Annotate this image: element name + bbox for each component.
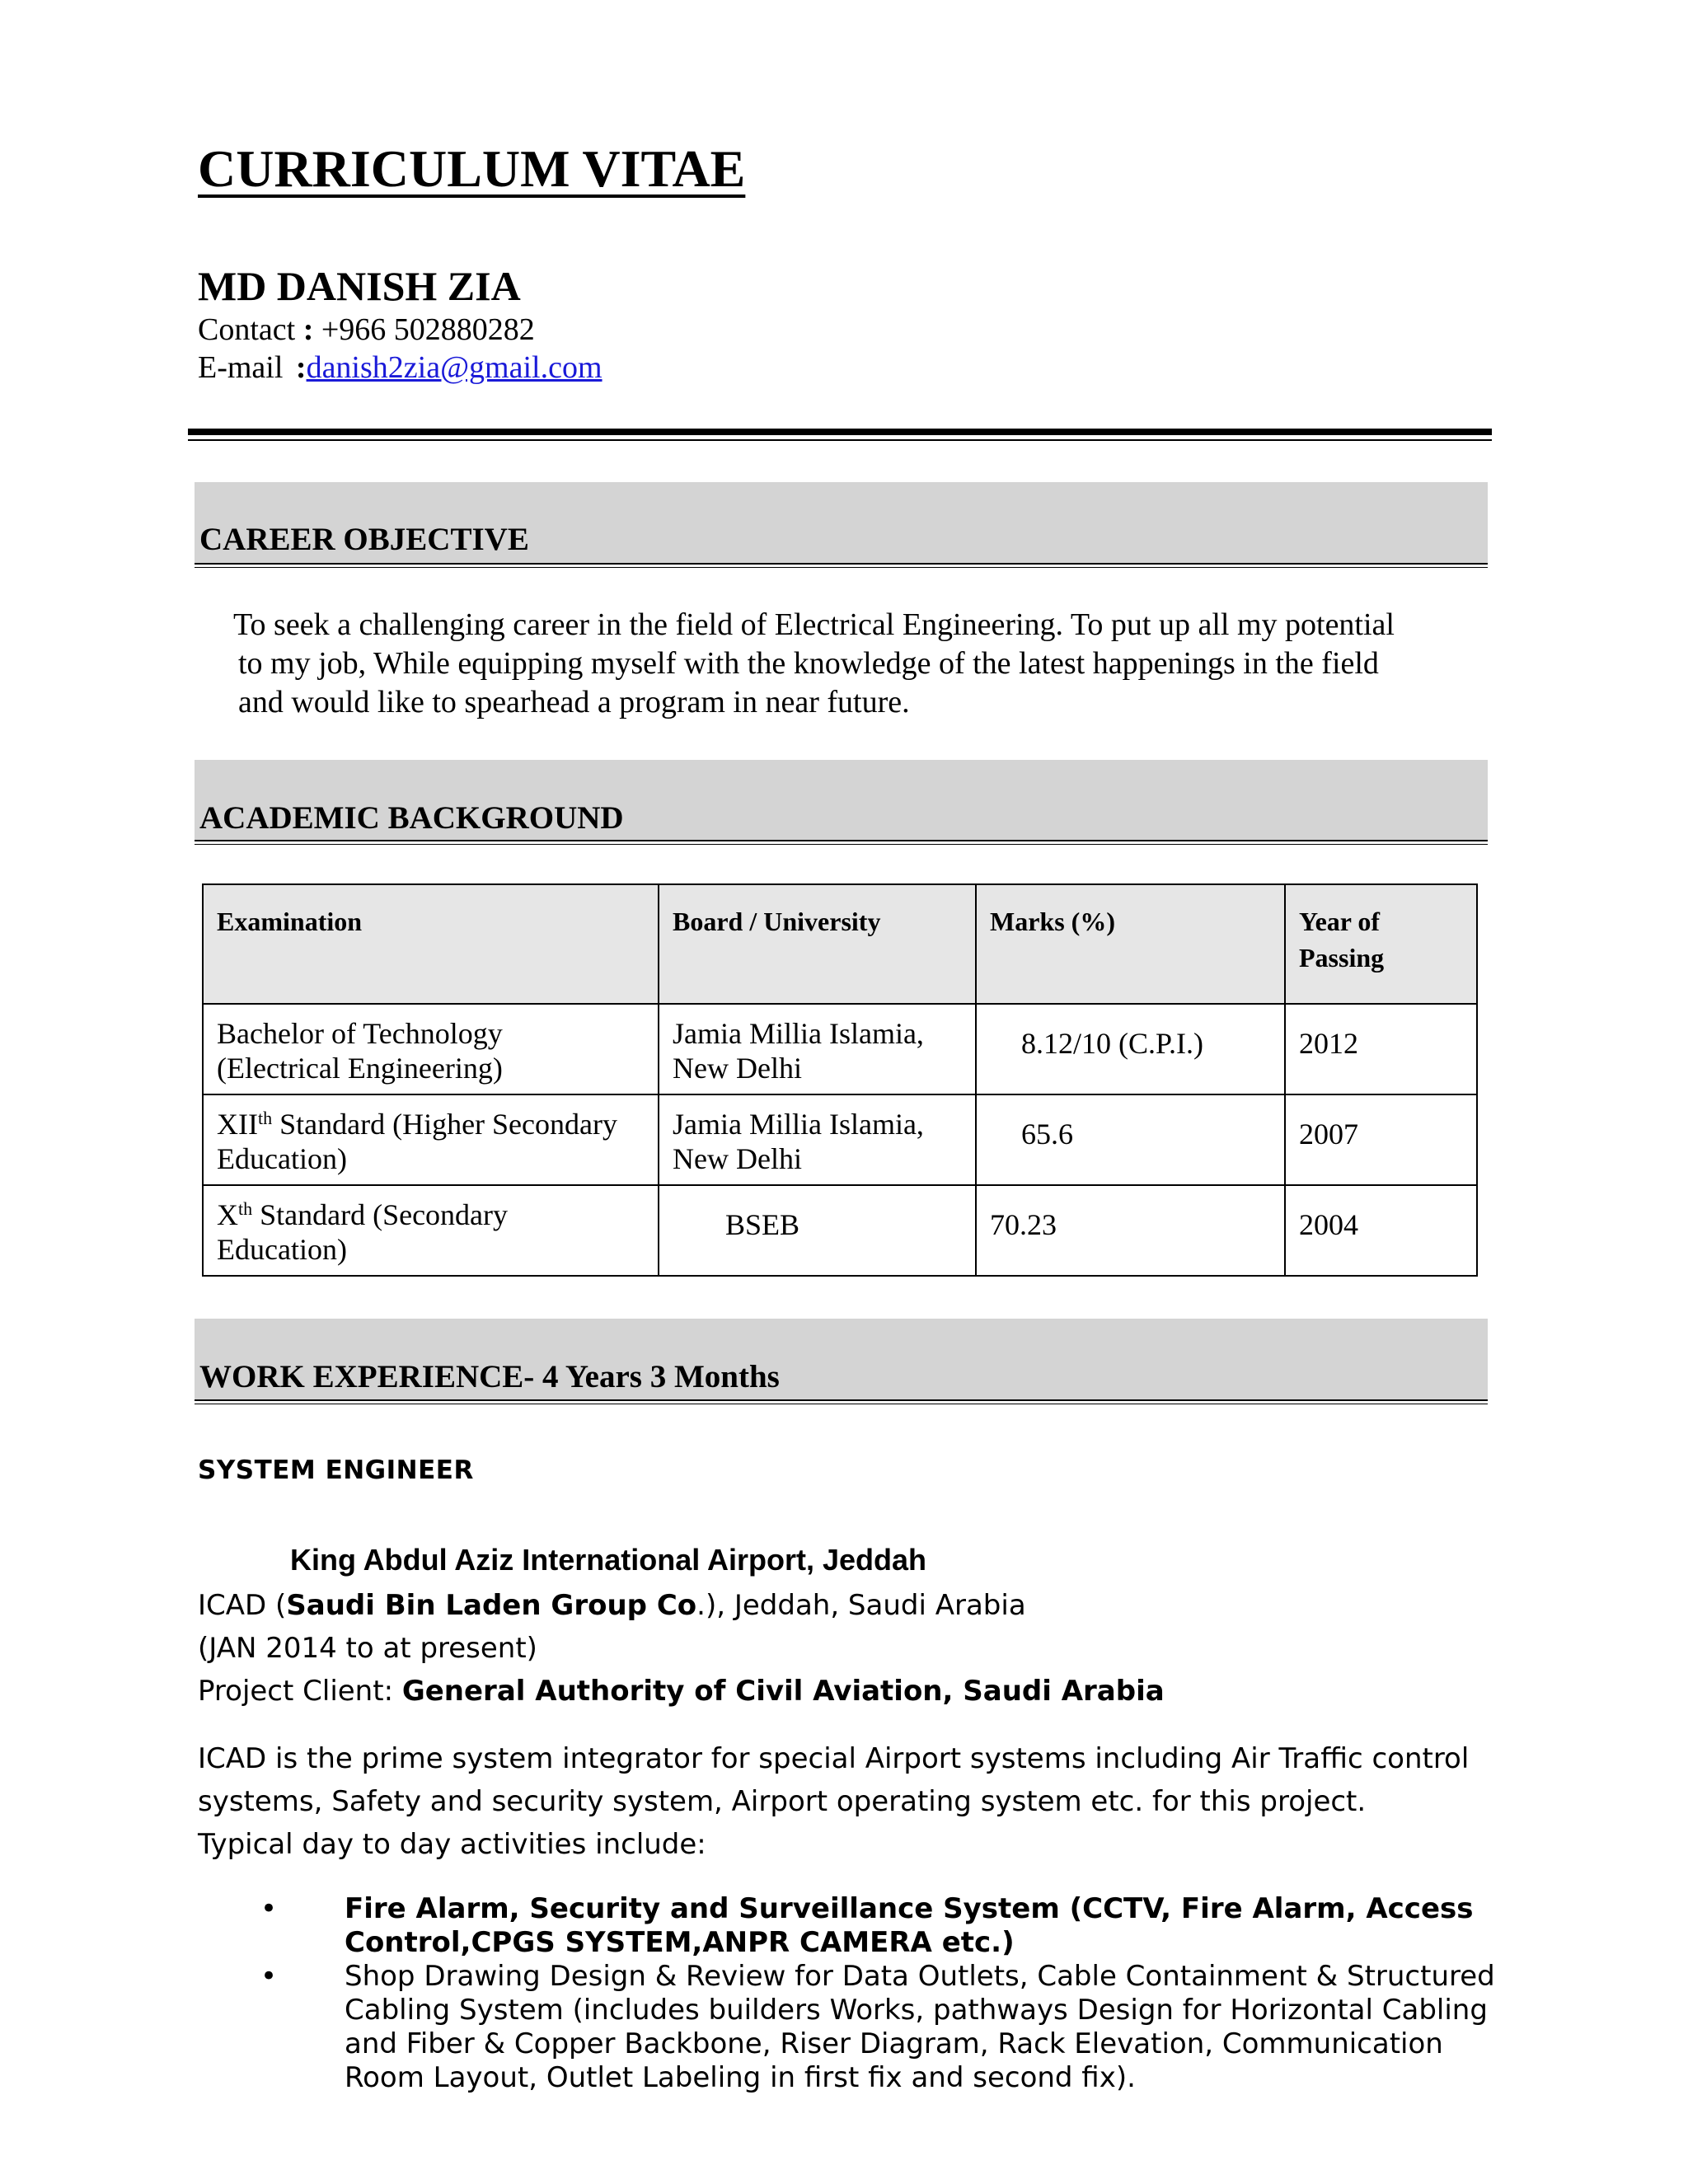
description-line: systems, Safety and security system, Airport operating system etc. for this project. — [198, 1785, 1367, 1818]
exam-line: Education) — [217, 1142, 347, 1175]
objective-line: to my job, While equipping myself with the knowledge of the latest happenings in the field — [238, 646, 1379, 681]
section-rule — [195, 1399, 1488, 1401]
email-line — [198, 349, 603, 386]
work-description — [198, 1737, 1500, 1866]
project-name: King Abdul Aziz International Airport, Jeddah — [290, 1543, 926, 1577]
section-title-academic: ACADEMIC BACKGROUND — [199, 800, 624, 836]
section-rule — [195, 563, 1488, 565]
cell-examination — [203, 1185, 659, 1276]
contact-separator: : — [302, 312, 314, 347]
board-line: New Delhi — [673, 1142, 802, 1175]
cell-board — [659, 1094, 976, 1185]
career-objective-text — [233, 606, 1503, 722]
candidate-name: MD DANISH ZIA — [198, 263, 521, 309]
exam-line: (Electrical Engineering) — [217, 1052, 503, 1085]
description-line: ICAD is the prime system integrator for special Airport systems including Air Traffic control — [198, 1742, 1470, 1775]
exam-line: Bachelor of Technology — [217, 1017, 503, 1050]
header-divider-thin — [188, 439, 1492, 441]
table-row — [203, 1094, 1477, 1185]
activity-text: Shop Drawing Design & Review for Data Outlets, Cable Containment & Structured Cabling System (includes builders Works, pathways Design for Horizontal Cabling and Fiber & Copper Backbone, Riser Diagram, Rack Elevation, Communication Room Layout, Outlet Labeling in first fix and second fix). — [345, 1960, 1495, 2094]
academic-table — [202, 883, 1478, 1277]
company-prefix: ICAD ( — [198, 1589, 287, 1622]
section-title-work: WORK EXPERIENCE- 4 Years 3 Months — [199, 1359, 780, 1394]
description-line: Typical day to day activities include: — [198, 1828, 706, 1861]
client-label: Project Client: — [198, 1675, 402, 1708]
board-line: New Delhi — [673, 1052, 802, 1085]
table-header-row — [203, 884, 1477, 1004]
employment-period: (JAN 2014 to at present) — [198, 1632, 537, 1665]
contact-label: Contact — [198, 312, 296, 347]
exam-line: Standard (Secondary — [252, 1198, 509, 1231]
cell-marks: 70.23 — [976, 1185, 1285, 1276]
client-line — [198, 1675, 1165, 1708]
cell-board — [659, 1004, 976, 1094]
bullet-icon: • — [260, 1892, 278, 1925]
section-rule — [195, 844, 1488, 845]
bullet-icon: • — [260, 1960, 278, 1993]
exam-line: Education) — [217, 1233, 347, 1266]
cell-examination — [203, 1094, 659, 1185]
client-name: General Authority of Civil Aviation, Saudi Arabia — [401, 1675, 1165, 1708]
table-row — [203, 1004, 1477, 1094]
activities-list — [260, 1892, 1500, 2095]
objective-line: and would like to spearhead a program in near future. — [238, 685, 910, 719]
email-label: E-mail — [198, 350, 284, 385]
job-title: SYSTEM ENGINEER — [198, 1455, 474, 1485]
cell-marks: 8.12/10 (C.P.I.) — [976, 1004, 1285, 1094]
list-item — [260, 1892, 1500, 1960]
column-header-year: Year of Passing — [1285, 884, 1477, 1004]
column-header-examination: Examination — [203, 884, 659, 1004]
header-divider-thick — [188, 429, 1492, 435]
company-name: Saudi Bin Laden Group Co — [286, 1589, 697, 1622]
cell-year: 2012 — [1285, 1004, 1477, 1094]
board-line: Jamia Millia Islamia, — [673, 1108, 924, 1141]
company-line — [198, 1589, 1026, 1622]
cell-board: BSEB — [659, 1185, 976, 1276]
cell-year: 2004 — [1285, 1185, 1477, 1276]
exam-superscript: th — [257, 1108, 273, 1128]
contact-line — [198, 312, 535, 348]
cell-year: 2007 — [1285, 1094, 1477, 1185]
email-separator: : — [295, 350, 307, 385]
table-row — [203, 1185, 1477, 1276]
column-header-marks: Marks (%) — [976, 884, 1285, 1004]
exam-superscript: th — [238, 1198, 253, 1219]
cell-examination — [203, 1004, 659, 1094]
section-rule — [195, 840, 1488, 841]
board-line: Jamia Millia Islamia, — [673, 1017, 924, 1050]
company-suffix: .), Jeddah, Saudi Arabia — [696, 1589, 1026, 1622]
contact-phone: +966 502880282 — [321, 312, 535, 347]
cell-marks: 65.6 — [976, 1094, 1285, 1185]
page-title: CURRICULUM VITAE — [198, 139, 746, 198]
email-link[interactable]: danish2zia@gmail.com — [306, 350, 603, 385]
exam-level: XII — [217, 1108, 258, 1141]
exam-line: Standard (Higher Secondary — [272, 1108, 617, 1141]
exam-level: X — [217, 1198, 238, 1231]
column-header-board: Board / University — [659, 884, 976, 1004]
section-title-objective: CAREER OBJECTIVE — [199, 522, 529, 557]
activity-text: Fire Alarm, Security and Surveillance System (CCTV, Fire Alarm, Access Control,CPGS SYSTEM,ANPR CAMERA etc.) — [345, 1892, 1474, 1959]
objective-line: To seek a challenging career in the field of Electrical Engineering. To put up all my potential — [233, 607, 1395, 642]
list-item — [260, 1960, 1500, 2095]
section-rule — [195, 567, 1488, 568]
